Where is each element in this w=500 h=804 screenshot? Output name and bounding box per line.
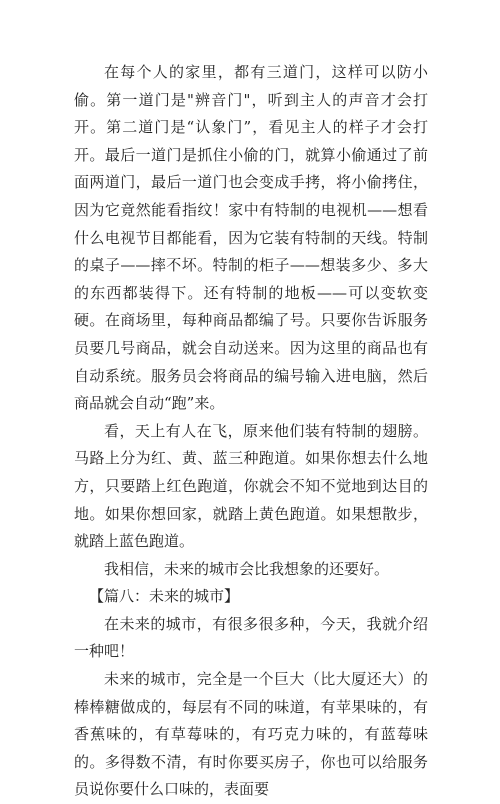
paragraph-belief: 我相信，未来的城市会比我想象的还要好。 <box>104 559 390 578</box>
paragraph-intro: 在未来的城市，有很多很多种，今天，我就介绍一种吧！ <box>74 614 428 661</box>
section-heading: 【篇八：未来的城市】 <box>89 587 240 606</box>
paragraph-future-home: 在每个人的家里，都有三道门，这样可以防小偷。第一道门是"辨音门"，听到主人的声音才会打开。第二道门是“认象门”，看见主人的样子才会打开。最后一道门是抓住小偷的门，就算小偷通过了前面两道门，最后一道门也会变成手拷，将小偷拷住，因为它竟然能看指纹！家中有特制的电视机——想看什么电视节目都能看，因为它装有特制的天线。特制的桌子——摔不坏。特制的柜子——想装多少、多大的东西都装得下。还有特制的地板——可以变软变硬。在商场里，每种商品都编了号。只要你告诉服务员要几号商品，就会自动送来。因为这里的商品也有自动系统。服务员会将商品的编号输入进电脑，然后商品就会自动“跑”来。 <box>74 63 428 413</box>
document-body <box>74 59 428 804</box>
paragraph-flying-and-roads: 看，天上有人在飞，原来他们装有特制的翅膀。马路上分为红、黄、蓝三种跑道。如果你想去什么地方，只要踏上红色跑道，你就会不知不觉地到达目的地。如果你想回家，就踏上黄色跑道。如果想散步，就踏上蓝色跑道。 <box>74 421 428 551</box>
paragraph-lollipop-city: 未来的城市，完全是一个巨大（比大厦还大）的棒棒糖做成的，每层有不同的味道，有苹果味的，有香蕉味的，有草莓味的，有巧克力味的，有蓝莓味的。多得数不清，有时你要买房子，你也可以给服务员说你要什么口味的，表面要 <box>74 670 428 799</box>
